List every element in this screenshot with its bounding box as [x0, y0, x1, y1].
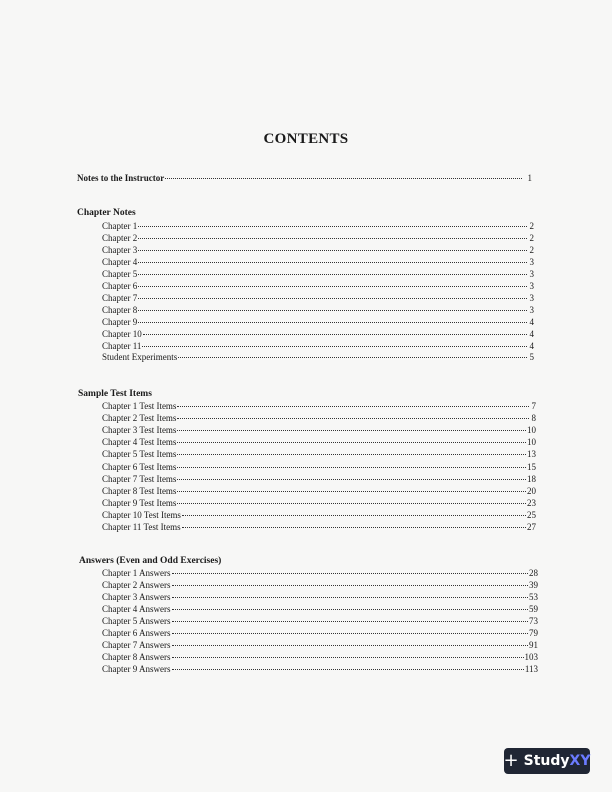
toc-entry-page: 15 [527, 461, 536, 472]
toc-entry-label: Chapter 5 Test Items [102, 449, 177, 460]
toc-entry[interactable] [102, 351, 534, 363]
toc-entry-page: 53 [529, 591, 538, 602]
toc-entry[interactable] [102, 232, 534, 244]
dot-leader [138, 225, 527, 227]
dot-leader [177, 417, 529, 419]
toc-entry[interactable] [102, 292, 534, 304]
toc-entry-label: Chapter 6 Test Items [102, 461, 177, 472]
toc-entry-page: 20 [527, 485, 536, 496]
toc-entry-page: 8 [531, 413, 536, 424]
dot-leader [138, 237, 527, 239]
toc-entry-label: Chapter 11 Test Items [102, 522, 181, 532]
toc-entry-page: 23 [527, 497, 536, 508]
dot-leader [177, 502, 526, 504]
toc-entry-page: 4 [529, 316, 534, 327]
toc-entry[interactable] [102, 340, 534, 352]
dot-leader [142, 345, 527, 347]
toc-entry-page: 3 [529, 256, 534, 267]
toc-entry-page: 5 [529, 352, 534, 363]
dot-leader [172, 620, 529, 622]
toc-entry[interactable] [102, 304, 534, 316]
toc-entry-page: 1 [527, 173, 532, 183]
dot-leader [177, 490, 526, 492]
toc-entry[interactable] [102, 436, 536, 448]
dot-leader [172, 632, 529, 634]
toc-entry[interactable] [102, 328, 534, 340]
toc-entry[interactable] [102, 615, 538, 627]
dot-leader [177, 441, 526, 443]
dot-leader [178, 356, 527, 358]
section-heading: Sample Test Items [78, 389, 152, 399]
toc-entry-label: Chapter 5 Answers [102, 615, 171, 626]
toc-entry-label: Chapter 6 Answers [102, 627, 171, 638]
toc-entry[interactable] [102, 268, 534, 280]
toc-entry[interactable] [102, 280, 534, 292]
toc-entry-label: Chapter 1 Test Items [102, 401, 177, 411]
toc-entry-page: 39 [529, 580, 538, 590]
toc-entry-page: 2 [529, 244, 534, 255]
toc-entry[interactable] [102, 663, 538, 675]
dot-leader [172, 668, 524, 670]
section-heading: Chapter Notes [77, 208, 136, 218]
dot-leader [138, 249, 527, 251]
dot-leader [143, 333, 527, 335]
toc-entry-label: Chapter 7 Answers [102, 639, 171, 650]
toc-entry[interactable] [102, 448, 536, 460]
dot-leader [138, 309, 527, 311]
toc-entry-label: Chapter 4 Test Items [102, 437, 177, 448]
toc-entry-page: 25 [527, 509, 536, 520]
dot-leader [182, 526, 526, 528]
toc-entry[interactable] [102, 220, 534, 232]
toc-entry-label: Notes to the Instructor [77, 173, 165, 183]
dot-leader [177, 478, 526, 480]
dot-leader [172, 644, 529, 646]
dot-leader [172, 608, 529, 610]
toc-entry[interactable] [102, 651, 538, 663]
toc-entry-page: 3 [529, 304, 534, 315]
toc-entry-page: 113 [524, 663, 538, 674]
toc-entry[interactable] [102, 400, 536, 412]
toc-entry-page: 13 [527, 449, 536, 460]
toc-entry-label: Chapter 4 [102, 256, 138, 267]
toc-entry-page: 27 [527, 522, 536, 532]
brand-text [524, 753, 591, 769]
toc-entry[interactable] [102, 591, 538, 603]
dot-leader [172, 656, 524, 658]
dot-leader [182, 514, 526, 516]
dot-leader [177, 429, 526, 431]
toc-entry-label: Chapter 8 [102, 304, 138, 315]
toc-entry-label: Chapter 3 Answers [102, 591, 171, 602]
toc-entry-page: 10 [527, 425, 536, 436]
toc-entry-label: Student Experiments [102, 352, 178, 363]
toc-entry-notes[interactable] [77, 172, 532, 184]
brand-main: Study [523, 753, 570, 769]
toc-entry-page: 3 [529, 280, 534, 291]
toc-entry[interactable] [102, 316, 534, 328]
toc-entry-label: Chapter 10 [102, 328, 142, 339]
toc-entry-page: 3 [529, 268, 534, 279]
page-title: CONTENTS [263, 131, 349, 147]
dot-leader [172, 572, 529, 574]
dot-leader [138, 273, 527, 275]
plus-icon: + [503, 750, 519, 771]
toc-entry-page: 4 [529, 328, 534, 339]
toc-entry-label: Chapter 2 Answers [102, 580, 171, 590]
toc-entry-page: 73 [529, 615, 538, 626]
toc-entry-label: Chapter 8 Answers [102, 651, 171, 662]
toc-entry-page: 28 [529, 568, 538, 578]
dot-leader [172, 584, 529, 586]
studyxy-watermark-badge [504, 748, 590, 774]
dot-leader [138, 285, 527, 287]
toc-entry-page: 2 [529, 221, 534, 231]
toc-entry-label: Chapter 9 Test Items [102, 497, 177, 508]
toc-entry-page: 103 [524, 651, 538, 662]
dot-leader [177, 453, 526, 455]
toc-entry-page: 59 [529, 603, 538, 614]
dot-leader [177, 405, 529, 407]
toc-entry-label: Chapter 1 Answers [102, 568, 171, 578]
toc-entry[interactable] [102, 509, 536, 521]
dot-leader [165, 177, 522, 179]
dot-leader [177, 466, 526, 468]
toc-entry[interactable] [102, 256, 534, 268]
toc-entry-label: Chapter 2 [102, 232, 138, 243]
toc-entry[interactable] [102, 639, 538, 651]
toc-entry-label: Chapter 3 Test Items [102, 425, 177, 436]
toc-entry-label: Chapter 11 [102, 340, 142, 351]
toc-entry[interactable] [102, 244, 534, 256]
toc-entry-label: Chapter 8 Test Items [102, 485, 177, 496]
toc-entry[interactable] [102, 627, 538, 639]
toc-entry-label: Chapter 4 Answers [102, 603, 171, 614]
dot-leader [138, 321, 527, 323]
toc-entry[interactable] [102, 485, 536, 497]
brand-accent: XY [569, 753, 591, 769]
toc-entry[interactable] [102, 603, 538, 615]
toc-entry[interactable] [102, 412, 536, 424]
section-heading: Answers (Even and Odd Exercises) [79, 556, 222, 566]
dot-leader [172, 596, 529, 598]
toc-entry-label: Chapter 9 [102, 316, 138, 327]
toc-entry-page: 2 [529, 232, 534, 243]
toc-entry[interactable] [102, 424, 536, 436]
toc-entry-label: Chapter 2 Test Items [102, 413, 177, 424]
toc-entry-page: 79 [529, 627, 538, 638]
toc-entry-label: Chapter 7 Test Items [102, 473, 177, 484]
dot-leader [138, 261, 527, 263]
toc-entry-label: Chapter 1 [102, 221, 138, 231]
toc-entry-page: 10 [527, 437, 536, 448]
toc-entry-page: 7 [531, 401, 536, 411]
toc-entry[interactable] [102, 473, 536, 485]
toc-entry-label: Chapter 3 [102, 244, 138, 255]
toc-entry[interactable] [102, 579, 538, 591]
toc-entry-label: Chapter 5 [102, 268, 138, 279]
dot-leader [138, 297, 527, 299]
toc-entry[interactable] [102, 461, 536, 473]
toc-entry-label: Chapter 6 [102, 280, 138, 291]
toc-entry-page: 91 [529, 639, 538, 650]
toc-entry[interactable] [102, 497, 536, 509]
toc-entry[interactable] [102, 567, 538, 579]
toc-entry-label: Chapter 10 Test Items [102, 509, 181, 520]
toc-entry[interactable] [102, 521, 536, 533]
toc-entry-page: 18 [527, 473, 536, 484]
toc-entry-page: 3 [529, 292, 534, 303]
toc-entry-label: Chapter 7 [102, 292, 138, 303]
toc-entry-page: 4 [529, 340, 534, 351]
toc-entry-label: Chapter 9 Answers [102, 663, 171, 674]
